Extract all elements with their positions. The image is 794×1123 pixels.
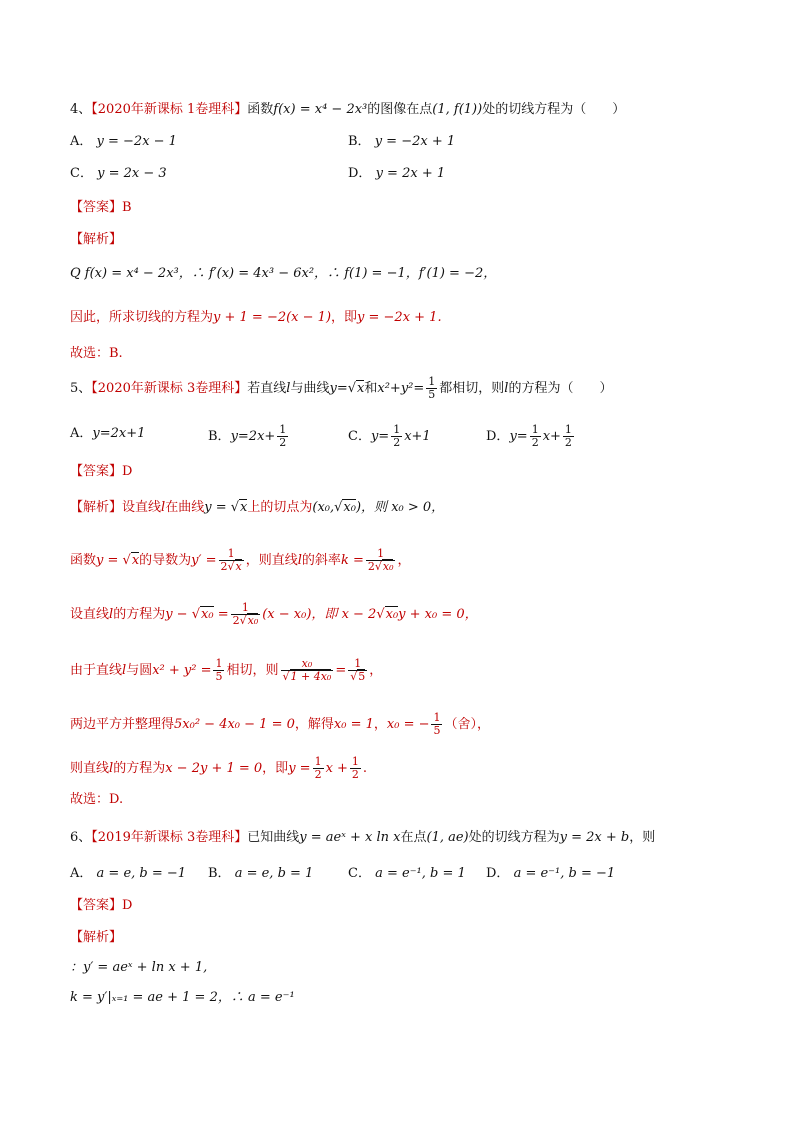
q6-answer: 【答案】D bbox=[70, 898, 133, 913]
q6-option-d: D． a = e⁻¹, b = −1 bbox=[486, 866, 616, 881]
q6-option-c: C． a = e⁻¹, b = 1 bbox=[348, 866, 466, 881]
q4-option-a: A． y = −2x − 1 bbox=[70, 134, 177, 149]
q4-function: f(x) = x⁴ − 2x³ bbox=[273, 102, 368, 117]
q4-source: 【2020年新课标 1卷理科】 bbox=[91, 102, 248, 117]
q4-option-b: B． y = −2x + 1 bbox=[348, 134, 456, 149]
q4-number: 4、 bbox=[70, 102, 92, 117]
q5-solution-line1: 【解析】设直线l在曲线y = √x上的切点为(x₀,√x₀)，则 x₀ > 0， bbox=[70, 500, 445, 515]
q6-option-a: A． a = e, b = −1 bbox=[70, 866, 187, 881]
q6-analysis-label: 【解析】 bbox=[70, 930, 123, 945]
q6-solution-line1: ：y′ = aeˣ + ln x + 1, bbox=[70, 960, 208, 975]
q4-solution-line2: 因此，所求切线的方程为y + 1 = −2(x − 1)，即y = −2x + 1. bbox=[70, 310, 442, 325]
q4-option-c: C． y = 2x − 3 bbox=[70, 166, 167, 181]
q5-option-b: B．y=2x+ $\frac{1}{2}$ bbox=[208, 423, 287, 449]
q5-option-a: A．y=2x+1 bbox=[70, 426, 146, 441]
q4-stem bbox=[70, 100, 625, 120]
q5-solution-line4: 由于直线l与圆x² + y² = $\frac{1}{5}$ 相切，则 $\frac{\text{x₀}}{\text{√1 + 4x₀}}$ = $\frac{1}{√5}$ ， bbox=[70, 657, 383, 683]
q4-analysis-label: 【解析】 bbox=[70, 232, 123, 247]
q5-option-d: D．y= $\frac{1}{2}$ x+ $\frac{1}{2}$ bbox=[486, 423, 572, 449]
q4-choose: 故选：B. bbox=[70, 346, 123, 361]
q5-solution-line6: 则直线l的方程为x − 2y + 1 = 0，即y = $\frac{1}{2}$ x + $\frac{1}{2}$ . bbox=[70, 755, 368, 781]
q5-solution-line5: 两边平方并整理得5x₀² − 4x₀ − 1 = 0，解得x₀ = 1，x₀ = − $\frac{1}{5}$ （舍）， bbox=[70, 711, 490, 737]
q4-point: (1, f(1)) bbox=[432, 102, 483, 117]
q4-answer: 【答案】B bbox=[70, 200, 132, 215]
q5-solution-line2: 函数y = √x的导数为y′ = $\frac{1}{2√x}$ ，则直线l的斜率k = $\frac{1}{\text{2√x₀}}$ ， bbox=[70, 547, 411, 573]
q5-source: 【2020年新课标 3卷理科】 bbox=[91, 381, 248, 396]
q4-stem-text3: 处的切线方程为（ ） bbox=[482, 102, 626, 117]
q6-stem: 6、【2019年新课标 3卷理科】已知曲线y = aeˣ + x ln x在点(1, ae)处的切线方程为y = 2x + b，则 bbox=[70, 830, 656, 845]
q4-option-d: D． y = 2x + 1 bbox=[348, 166, 446, 181]
q4-stem-text2: 的图像在点 bbox=[367, 102, 433, 117]
q5-answer: 【答案】D bbox=[70, 464, 133, 479]
q5-option-c: C．y= $\frac{1}{2}$ x+1 bbox=[348, 423, 431, 449]
q6-solution-line2: k = y′|ₓ₌₁ = ae + 1 = 2，∴ a = e⁻¹ bbox=[70, 990, 295, 1005]
q5-solution-line3: 设直线l的方程为y − √x₀ = $\frac{1}{\text{2√x₀}}$ (x − x₀)，即 x − 2√x₀y + x₀ = 0， bbox=[70, 601, 478, 627]
q5-choose: 故选：D. bbox=[70, 792, 124, 807]
q6-option-b: B． a = e, b = 1 bbox=[208, 866, 314, 881]
q4-stem-text: 函数 bbox=[247, 102, 274, 117]
q6-source: 【2019年新课标 3卷理科】 bbox=[91, 830, 248, 845]
q5-stem: 5、【2020年新课标 3卷理科】若直线l与曲线y=√x和x²+y²= $\frac{1}{5}$ 都相切，则l的方程为（ ） bbox=[70, 375, 613, 401]
q4-solution-line1: Q f(x) = x⁴ − 2x³，∴ f′(x) = 4x³ − 6x²，∴ f(1) = −1，f′(1) = −2， bbox=[70, 266, 497, 281]
